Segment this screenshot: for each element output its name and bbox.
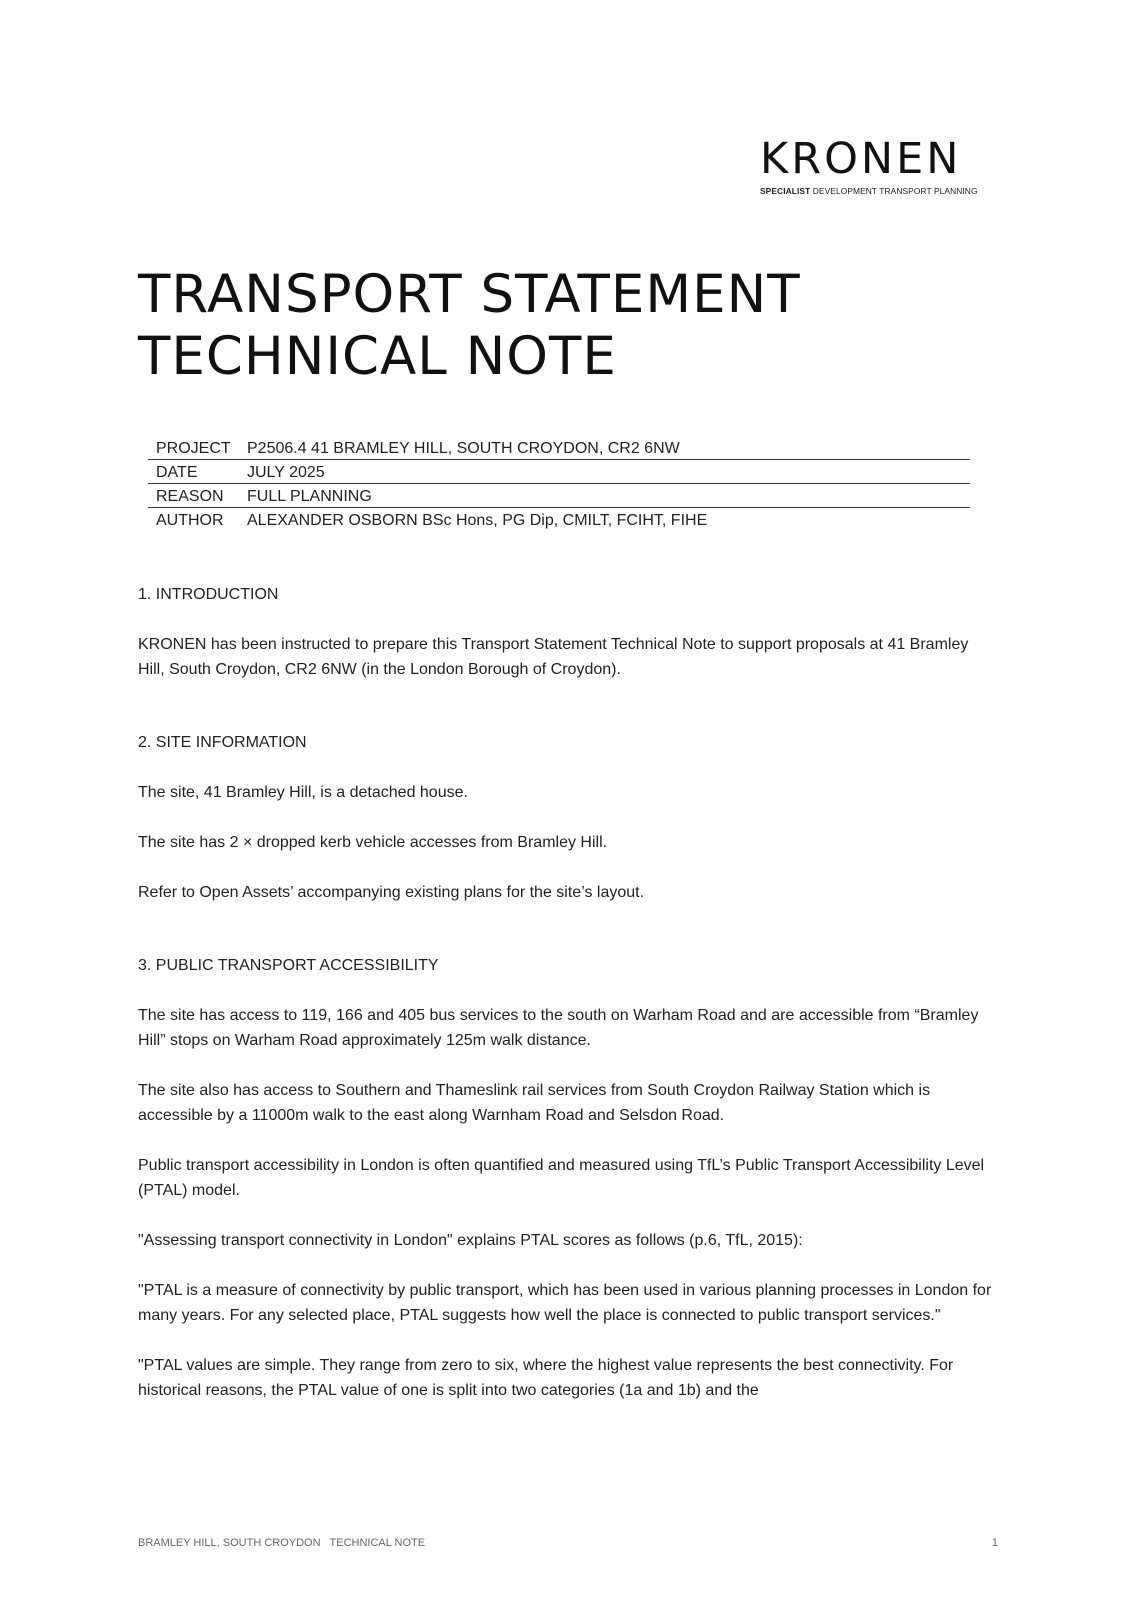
meta-label: PROJECT — [156, 440, 231, 457]
meta-value: ALEXANDER OSBORN BSc Hons, PG Dip, CMILT, FCIHT, FIHE — [239, 508, 970, 532]
meta-value: FULL PLANNING — [239, 484, 970, 508]
title-line-2: TECHNICAL NOTE — [138, 326, 617, 387]
meta-label: REASON — [148, 484, 239, 508]
ptal-quote-2: "PTAL values are simple. They range from zero to six, where the highest value represents the best connectivity. For historical reasons, the PTAL value of one is split into two categories (1a and 1b) and the — [138, 1357, 954, 1399]
meta-row-author — [148, 508, 970, 532]
document-title — [138, 264, 801, 388]
meta-label: AUTHOR — [148, 508, 239, 532]
meta-label: DATE — [148, 460, 239, 484]
page-footer — [138, 1537, 998, 1549]
section-heading-public-transport: 3. PUBLIC TRANSPORT ACCESSIBILITY — [138, 957, 439, 974]
title-line-1: TRANSPORT STATEMENT — [138, 264, 801, 325]
intro-paragraph: KRONEN has been instructed to prepare this Transport Statement Technical Note to support proposals at 41 Bramley Hill, South Croydon, CR2 6NW (in the London Borough of Croydon). — [138, 636, 969, 678]
transport-paragraph-4: "Assessing transport connectivity in London" explains PTAL scores as follows (p.6, TfL, 2015): — [138, 1232, 803, 1249]
meta-row-date — [148, 460, 970, 484]
site-paragraph-3: Refer to Open Assets’ accompanying existing plans for the site’s layout. — [138, 884, 645, 901]
site-paragraph-2: The site has 2 × dropped kerb vehicle accesses from Bramley Hill. — [138, 834, 608, 851]
logo-wordmark: KRONEN — [760, 134, 962, 184]
logo-tagline-bold: SPECIALIST — [760, 186, 811, 196]
page-number: 1 — [991, 1537, 998, 1549]
project-details-table — [148, 436, 970, 531]
meta-value: P2506.4 41 BRAMLEY HILL, SOUTH CROYDON, CR2 6NW — [247, 440, 680, 457]
transport-paragraph-2: The site also has access to Southern and Thameslink rail services from South Croydon Railway Station which is accessible by a 11000m walk to the east along Warnham Road and Selsdon Road. — [138, 1082, 931, 1124]
meta-row-reason — [148, 484, 970, 508]
transport-paragraph-3: Public transport accessibility in London is often quantified and measured using TfL’s Public Transport Accessibility Level (PTAL) model. — [138, 1157, 985, 1199]
logo-tagline-rest: DEVELOPMENT TRANSPORT PLANNING — [810, 186, 978, 196]
transport-paragraph-1: The site has access to 119, 166 and 405 bus services to the south on Warham Road and are accessible from “Bramley Hill” stops on Warham Road approximately 125m walk distance. — [138, 1007, 979, 1049]
ptal-quote-1: "PTAL is a measure of connectivity by public transport, which has been used in various planning processes in London for many years. For any selected place, PTAL suggests how well the place is connected to public transport services." — [138, 1282, 992, 1324]
company-logo — [760, 136, 998, 196]
footer-document-name: BRAMLEY HILL, SOUTH CROYDON TECHNICAL NOTE — [138, 1537, 426, 1549]
meta-value: JULY 2025 — [239, 460, 970, 484]
meta-row-project — [148, 436, 970, 460]
document-body — [138, 582, 998, 1403]
section-heading-introduction: 1. INTRODUCTION — [138, 586, 279, 603]
logo-tagline — [760, 186, 998, 196]
section-heading-site-information: 2. SITE INFORMATION — [138, 734, 307, 751]
site-paragraph-1: The site, 41 Bramley Hill, is a detached house. — [138, 784, 468, 801]
